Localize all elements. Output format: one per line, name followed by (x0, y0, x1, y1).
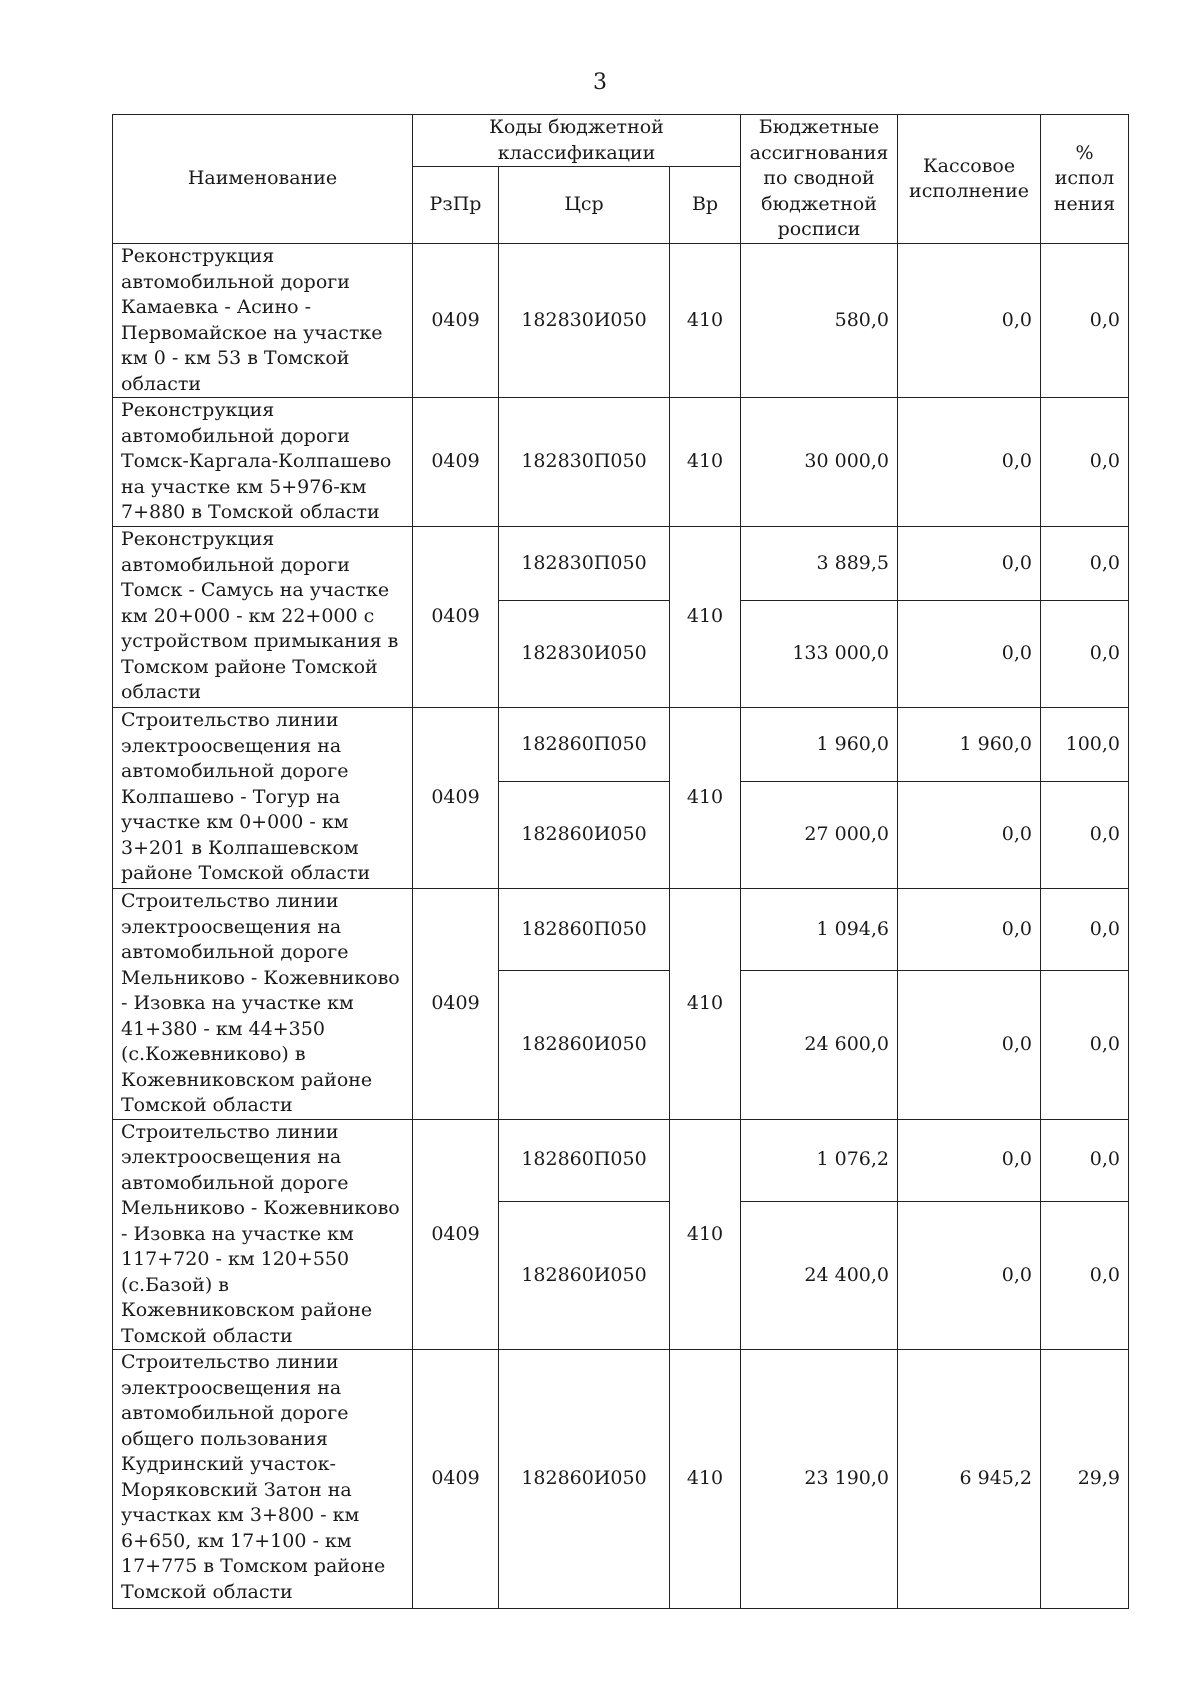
table-row (113, 244, 1129, 398)
row-percent: 29,9 (1041, 1350, 1129, 1609)
row-csr: 182860П050 (499, 708, 670, 782)
row-percent: 0,0 (1041, 244, 1129, 398)
row-csr: 182860П050 (499, 889, 670, 971)
budget-execution-table (112, 114, 1129, 1609)
row-rzpr: 0409 (413, 708, 499, 889)
row-allocation: 24 400,0 (741, 1201, 898, 1349)
row-rzpr: 0409 (413, 889, 499, 1120)
header-rzpr: РзПр (413, 167, 499, 244)
row-vr: 410 (670, 708, 741, 889)
row-allocation: 3 889,5 (741, 527, 898, 601)
table-row (113, 527, 1129, 601)
row-csr: 182830П050 (499, 398, 670, 527)
table-row (113, 708, 1129, 782)
header-name: Наименование (113, 115, 413, 244)
header-percent: % испол нения (1041, 115, 1129, 244)
row-allocation: 133 000,0 (741, 601, 898, 708)
row-name: Реконструкция автомобильной дороги Томск-Каргала-Колпашево на участке км 5+976-км 7+880 в Томской области (113, 398, 413, 527)
row-rzpr: 0409 (413, 398, 499, 527)
header-vr: Вр (670, 167, 741, 244)
header-cash-execution: Кассовое исполнение (898, 115, 1041, 244)
table-row (113, 398, 1129, 527)
row-csr: 182860И050 (499, 782, 670, 889)
row-allocation: 27 000,0 (741, 782, 898, 889)
row-csr: 182860И050 (499, 971, 670, 1119)
row-allocation: 24 600,0 (741, 971, 898, 1119)
row-name: Строительство линии электроосвещения на автомобильной дороге общего пользования Кудринский участок-Моряковский Затон на участках км 3+800 - км 6+650, км 17+100 - км 17+775 в Томском районе Томской области (113, 1350, 413, 1609)
row-percent: 0,0 (1041, 398, 1129, 527)
row-cash: 0,0 (898, 782, 1041, 889)
row-vr: 410 (670, 1119, 741, 1350)
row-csr: 182830И050 (499, 244, 670, 398)
row-rzpr: 0409 (413, 1119, 499, 1350)
row-percent: 0,0 (1041, 1119, 1129, 1201)
row-percent: 0,0 (1041, 971, 1129, 1119)
row-vr: 410 (670, 889, 741, 1120)
row-allocation: 30 000,0 (741, 398, 898, 527)
row-percent: 100,0 (1041, 708, 1129, 782)
row-csr: 182860П050 (499, 1119, 670, 1201)
header-budget-codes: Коды бюджетной классификации (413, 115, 741, 167)
row-allocation: 1 076,2 (741, 1119, 898, 1201)
row-cash: 0,0 (898, 1201, 1041, 1349)
row-cash: 0,0 (898, 398, 1041, 527)
row-name: Строительство линии электроосвещения на автомобильной дороге Колпашево - Тогур на участке км 0+000 - км 3+201 в Колпашевском районе Томской области (113, 708, 413, 889)
row-cash: 0,0 (898, 971, 1041, 1119)
row-cash: 0,0 (898, 889, 1041, 971)
row-allocation: 580,0 (741, 244, 898, 398)
row-vr: 410 (670, 527, 741, 708)
row-cash: 0,0 (898, 244, 1041, 398)
row-csr: 182830П050 (499, 527, 670, 601)
row-cash: 6 945,2 (898, 1350, 1041, 1609)
row-cash: 1 960,0 (898, 708, 1041, 782)
header-csr: Цср (499, 167, 670, 244)
row-vr: 410 (670, 398, 741, 527)
row-name: Строительство линии электроосвещения на автомобильной дороге Мельниково - Кожевниково - Изовка на участке км 41+380 - км 44+350 (с.Кожевниково) в Кожевниковском районе Томской области (113, 889, 413, 1120)
row-percent: 0,0 (1041, 782, 1129, 889)
row-allocation: 1 960,0 (741, 708, 898, 782)
row-cash: 0,0 (898, 527, 1041, 601)
table-row (113, 1350, 1129, 1609)
row-name: Строительство линии электроосвещения на автомобильной дороге Мельниково - Кожевниково - Изовка на участке км 117+720 - км 120+550 (с.Базой) в Кожевниковском районе Томской области (113, 1119, 413, 1350)
header-allocations: Бюджетные ассигнования по сводной бюджетной росписи (741, 115, 898, 244)
page-number: 3 (593, 70, 607, 95)
row-cash: 0,0 (898, 1119, 1041, 1201)
row-name: Реконструкция автомобильной дороги Томск - Самусь на участке км 20+000 - км 22+000 с устройством примыкания в Томском районе Томской области (113, 527, 413, 708)
row-vr: 410 (670, 1350, 741, 1609)
row-csr: 182830И050 (499, 601, 670, 708)
row-allocation: 1 094,6 (741, 889, 898, 971)
row-rzpr: 0409 (413, 527, 499, 708)
row-vr: 410 (670, 244, 741, 398)
row-percent: 0,0 (1041, 527, 1129, 601)
row-csr: 182860И050 (499, 1201, 670, 1349)
table-row (113, 1119, 1129, 1201)
row-name: Реконструкция автомобильной дороги Камаевка - Асино - Первомайское на участке км 0 - км 53 в Томской области (113, 244, 413, 398)
row-percent: 0,0 (1041, 601, 1129, 708)
row-allocation: 23 190,0 (741, 1350, 898, 1609)
row-rzpr: 0409 (413, 244, 499, 398)
row-rzpr: 0409 (413, 1350, 499, 1609)
row-percent: 0,0 (1041, 889, 1129, 971)
row-csr: 182860И050 (499, 1350, 670, 1609)
table-row (113, 889, 1129, 971)
row-cash: 0,0 (898, 601, 1041, 708)
row-percent: 0,0 (1041, 1201, 1129, 1349)
